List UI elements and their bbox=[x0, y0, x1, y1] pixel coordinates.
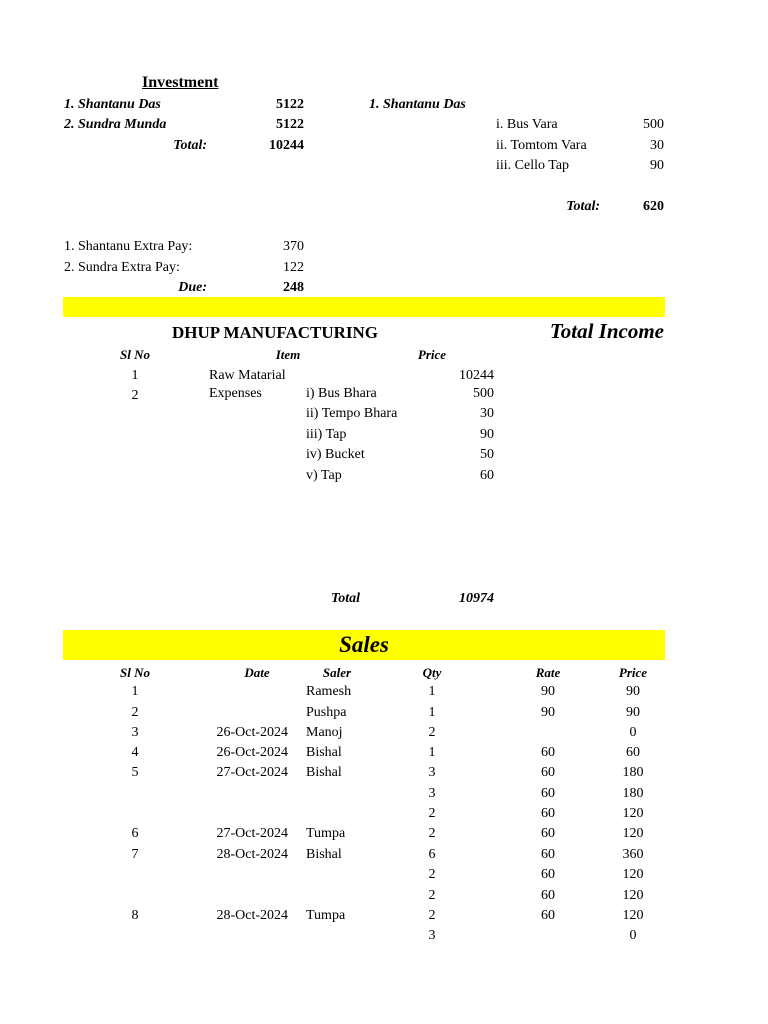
sales-header-sl: Sl No bbox=[120, 665, 150, 680]
sales-cell-rate: 60 bbox=[541, 786, 555, 801]
sales-cell-rate: 60 bbox=[541, 806, 555, 821]
mfg-price: 90 bbox=[480, 427, 494, 442]
extra-pay-value: 370 bbox=[283, 239, 304, 254]
sales-cell-sl: 2 bbox=[131, 705, 139, 720]
investor-amount: 5122 bbox=[276, 117, 304, 132]
manufacturing-title: DHUP MANUFACTURING bbox=[172, 323, 379, 342]
expense-item-value: 500 bbox=[643, 117, 664, 132]
investment-total-value: 10244 bbox=[269, 138, 304, 153]
mfg-subitem: ii) Tempo Bhara bbox=[306, 406, 398, 421]
sales-cell-saler: Ramesh bbox=[306, 684, 352, 699]
sales-cell-sl: 1 bbox=[131, 684, 139, 699]
sales-header-date: Date bbox=[244, 665, 270, 680]
mfg-subitem: iv) Bucket bbox=[306, 447, 365, 462]
mfg-total-value: 10974 bbox=[459, 591, 494, 606]
sales-header-price: Price bbox=[618, 665, 648, 680]
sales-header-rate: Rate bbox=[535, 665, 561, 680]
mfg-subitem: i) Bus Bhara bbox=[306, 386, 377, 401]
investor-name: 1. Shantanu Das bbox=[64, 97, 161, 112]
investment-title: Investment bbox=[142, 74, 219, 91]
sales-cell-date: 27-Oct-2024 bbox=[216, 765, 288, 780]
sales-cell-qty: 2 bbox=[428, 867, 436, 882]
sales-cell-qty: 1 bbox=[428, 684, 436, 699]
expense-item-label: ii. Tomtom Vara bbox=[496, 138, 587, 153]
sales-cell-rate: 60 bbox=[541, 867, 555, 882]
sales-cell-price: 120 bbox=[622, 908, 644, 923]
sales-cell-price: 120 bbox=[622, 806, 644, 821]
sales-cell-date: 26-Oct-2024 bbox=[216, 745, 288, 760]
sales-cell-saler: Tumpa bbox=[306, 908, 346, 923]
sales-cell-sl: 5 bbox=[131, 765, 139, 780]
expense-item-label: i. Bus Vara bbox=[496, 117, 558, 132]
sales-cell-price: 90 bbox=[626, 705, 640, 720]
col-header-sl: Sl No bbox=[120, 347, 150, 362]
mfg-subitem: iii) Tap bbox=[306, 427, 347, 442]
sales-cell-rate: 60 bbox=[541, 847, 555, 862]
highlight-band bbox=[63, 297, 665, 317]
mfg-price: 30 bbox=[480, 406, 494, 421]
mfg-total-label: Total bbox=[331, 591, 361, 606]
mfg-sl: 2 bbox=[131, 388, 139, 403]
sales-cell-price: 360 bbox=[622, 847, 644, 862]
sales-cell-date: 27-Oct-2024 bbox=[216, 826, 288, 841]
sales-cell-rate: 60 bbox=[541, 765, 555, 780]
mfg-item: Raw Matarial bbox=[209, 368, 286, 383]
expense-item-value: 90 bbox=[650, 158, 664, 173]
sales-cell-sl: 7 bbox=[131, 847, 139, 862]
expense-item-value: 30 bbox=[650, 138, 664, 153]
sales-cell-rate: 60 bbox=[541, 908, 555, 923]
extra-pay-label: 2. Sundra Extra Pay: bbox=[64, 260, 180, 275]
sales-cell-qty: 3 bbox=[428, 928, 436, 943]
sales-cell-date: 28-Oct-2024 bbox=[216, 847, 288, 862]
sales-cell-price: 120 bbox=[622, 826, 644, 841]
col-header-price: Price bbox=[417, 347, 447, 362]
expense-total-value: 620 bbox=[643, 199, 664, 214]
sales-cell-saler: Bishal bbox=[306, 765, 342, 780]
sales-cell-price: 120 bbox=[622, 888, 644, 903]
mfg-subitem: v) Tap bbox=[306, 468, 342, 483]
investment-total-label: Total: bbox=[173, 138, 207, 153]
sales-cell-qty: 2 bbox=[428, 725, 436, 740]
mfg-item: Expenses bbox=[209, 386, 262, 401]
sales-cell-price: 180 bbox=[622, 765, 644, 780]
due-label: Due: bbox=[178, 280, 207, 295]
sales-cell-sl: 3 bbox=[131, 725, 139, 740]
sales-cell-price: 180 bbox=[622, 786, 644, 801]
col-header-item: Item bbox=[275, 347, 301, 362]
extra-pay-value: 122 bbox=[283, 260, 304, 275]
sales-cell-date: 28-Oct-2024 bbox=[216, 908, 288, 923]
sales-cell-rate: 60 bbox=[541, 826, 555, 841]
sales-header-qty: Qty bbox=[422, 665, 442, 680]
sales-cell-qty: 1 bbox=[428, 705, 436, 720]
sales-cell-sl: 6 bbox=[131, 826, 139, 841]
sales-cell-rate: 90 bbox=[541, 684, 555, 699]
sales-cell-qty: 1 bbox=[428, 745, 436, 760]
investor-amount: 5122 bbox=[276, 97, 304, 112]
sales-cell-price: 0 bbox=[629, 928, 637, 943]
sales-cell-price: 0 bbox=[629, 725, 637, 740]
due-value: 248 bbox=[283, 280, 304, 295]
mfg-sl: 1 bbox=[131, 368, 139, 383]
total-income-title: Total Income bbox=[549, 319, 664, 343]
sales-header-saler: Saler bbox=[322, 665, 352, 680]
mfg-price: 500 bbox=[473, 386, 494, 401]
sales-cell-sl: 4 bbox=[131, 745, 139, 760]
expense-total-label: Total: bbox=[566, 199, 600, 214]
sales-cell-saler: Bishal bbox=[306, 745, 342, 760]
investor-name: 2. Sundra Munda bbox=[64, 117, 167, 132]
sales-cell-rate: 90 bbox=[541, 705, 555, 720]
sales-cell-price: 90 bbox=[626, 684, 640, 699]
sales-cell-rate: 60 bbox=[541, 745, 555, 760]
sales-cell-qty: 6 bbox=[428, 847, 436, 862]
sales-cell-rate: 60 bbox=[541, 888, 555, 903]
extra-pay-label: 1. Shantanu Extra Pay: bbox=[64, 239, 193, 254]
sales-cell-saler: Pushpa bbox=[306, 705, 347, 720]
sales-title: Sales bbox=[339, 632, 389, 657]
sales-cell-saler: Tumpa bbox=[306, 826, 346, 841]
sales-cell-qty: 2 bbox=[428, 908, 436, 923]
expense-owner-title: 1. Shantanu Das bbox=[369, 97, 466, 112]
sales-cell-saler: Bishal bbox=[306, 847, 342, 862]
sales-cell-qty: 2 bbox=[428, 806, 436, 821]
sales-cell-sl: 8 bbox=[131, 908, 139, 923]
sales-cell-saler: Manoj bbox=[306, 725, 343, 740]
sales-cell-qty: 2 bbox=[428, 826, 436, 841]
mfg-price: 10244 bbox=[459, 368, 494, 383]
sales-cell-qty: 2 bbox=[428, 888, 436, 903]
mfg-price: 50 bbox=[480, 447, 494, 462]
sales-cell-date: 26-Oct-2024 bbox=[216, 725, 288, 740]
expense-item-label: iii. Cello Tap bbox=[496, 158, 570, 173]
mfg-price: 60 bbox=[480, 468, 494, 483]
sales-cell-qty: 3 bbox=[428, 786, 436, 801]
sales-cell-price: 60 bbox=[626, 745, 640, 760]
sales-cell-price: 120 bbox=[622, 867, 644, 882]
sales-cell-qty: 3 bbox=[428, 765, 436, 780]
